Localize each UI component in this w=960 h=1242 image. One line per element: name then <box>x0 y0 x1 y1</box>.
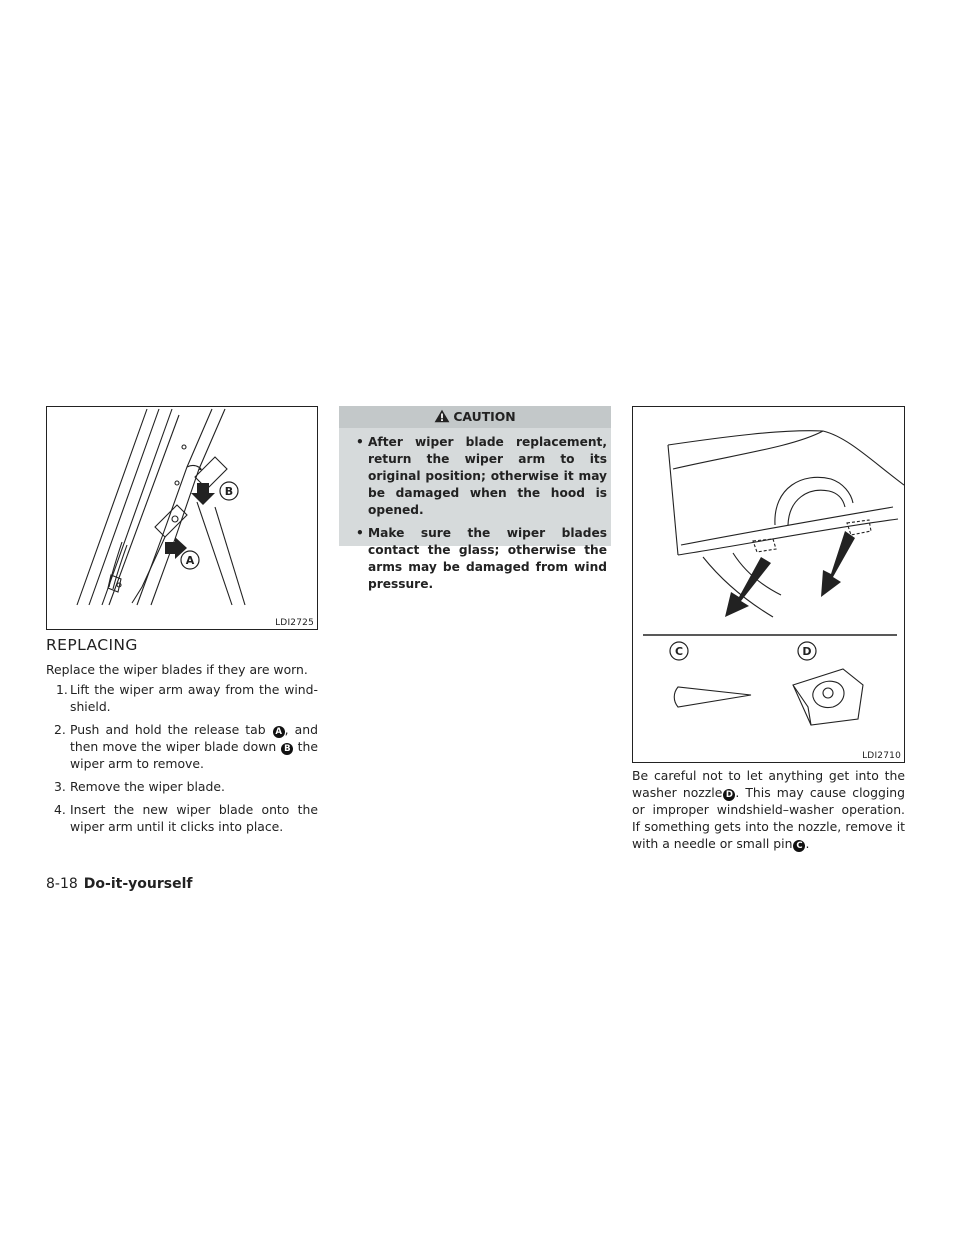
caution-title: CAUTION <box>453 409 516 424</box>
callout-b-badge: B <box>281 743 293 755</box>
list-item: 4. Insert the new wiper blade onto the wiper arm until it clicks into place. <box>54 802 318 834</box>
intro-text: Replace the wiper blades if they are worn. <box>46 662 308 677</box>
section-heading: REPLACING <box>46 636 138 654</box>
callout-d-badge: D <box>723 789 735 801</box>
page-number: 8-18 <box>46 876 78 892</box>
washer-nozzle-text: Be careful not to let anything get into the washer nozzle D . This may cause clogging or improper windshield–washer operation. If something gets into the nozzle, remove it with a needle or small pin C . <box>632 768 905 851</box>
wiper-release-figure <box>46 406 318 630</box>
page-footer <box>46 876 192 892</box>
list-item: • Make sure the wiper blades contact the glass; otherwise the arms may be damaged from wind pressure. <box>356 526 607 591</box>
caution-list <box>339 428 611 593</box>
list-item: 2. Push and hold the release tab A , and then move the wiper blade down B the wiper arm to remove. <box>54 722 318 771</box>
caution-header <box>339 406 611 428</box>
list-item: 1. Lift the wiper arm away from the wind-shield. <box>56 682 318 714</box>
figure-code: LDI2710 <box>862 751 901 761</box>
callout-a-label: A <box>185 554 195 567</box>
wiper-arm-illustration <box>47 407 317 629</box>
list-item: • After wiper blade replacement, return the wiper arm to its original position; otherwise it may be damaged when the hood is opened. <box>356 435 607 517</box>
caution-box <box>339 406 611 591</box>
list-item: 3. Remove the wiper blade. <box>54 779 225 794</box>
steps-list <box>46 681 318 841</box>
section-name: Do-it-yourself <box>83 876 193 892</box>
washer-nozzle-figure <box>632 406 905 763</box>
figure-code: LDI2725 <box>275 618 314 628</box>
callout-b-label: B <box>224 485 234 498</box>
callout-d-label: D <box>802 645 812 658</box>
warning-icon <box>434 409 450 423</box>
callout-c-badge: C <box>793 840 805 852</box>
washer-nozzle-illustration <box>633 407 904 762</box>
callout-a-badge: A <box>273 726 285 738</box>
callout-c-label: C <box>674 645 684 658</box>
